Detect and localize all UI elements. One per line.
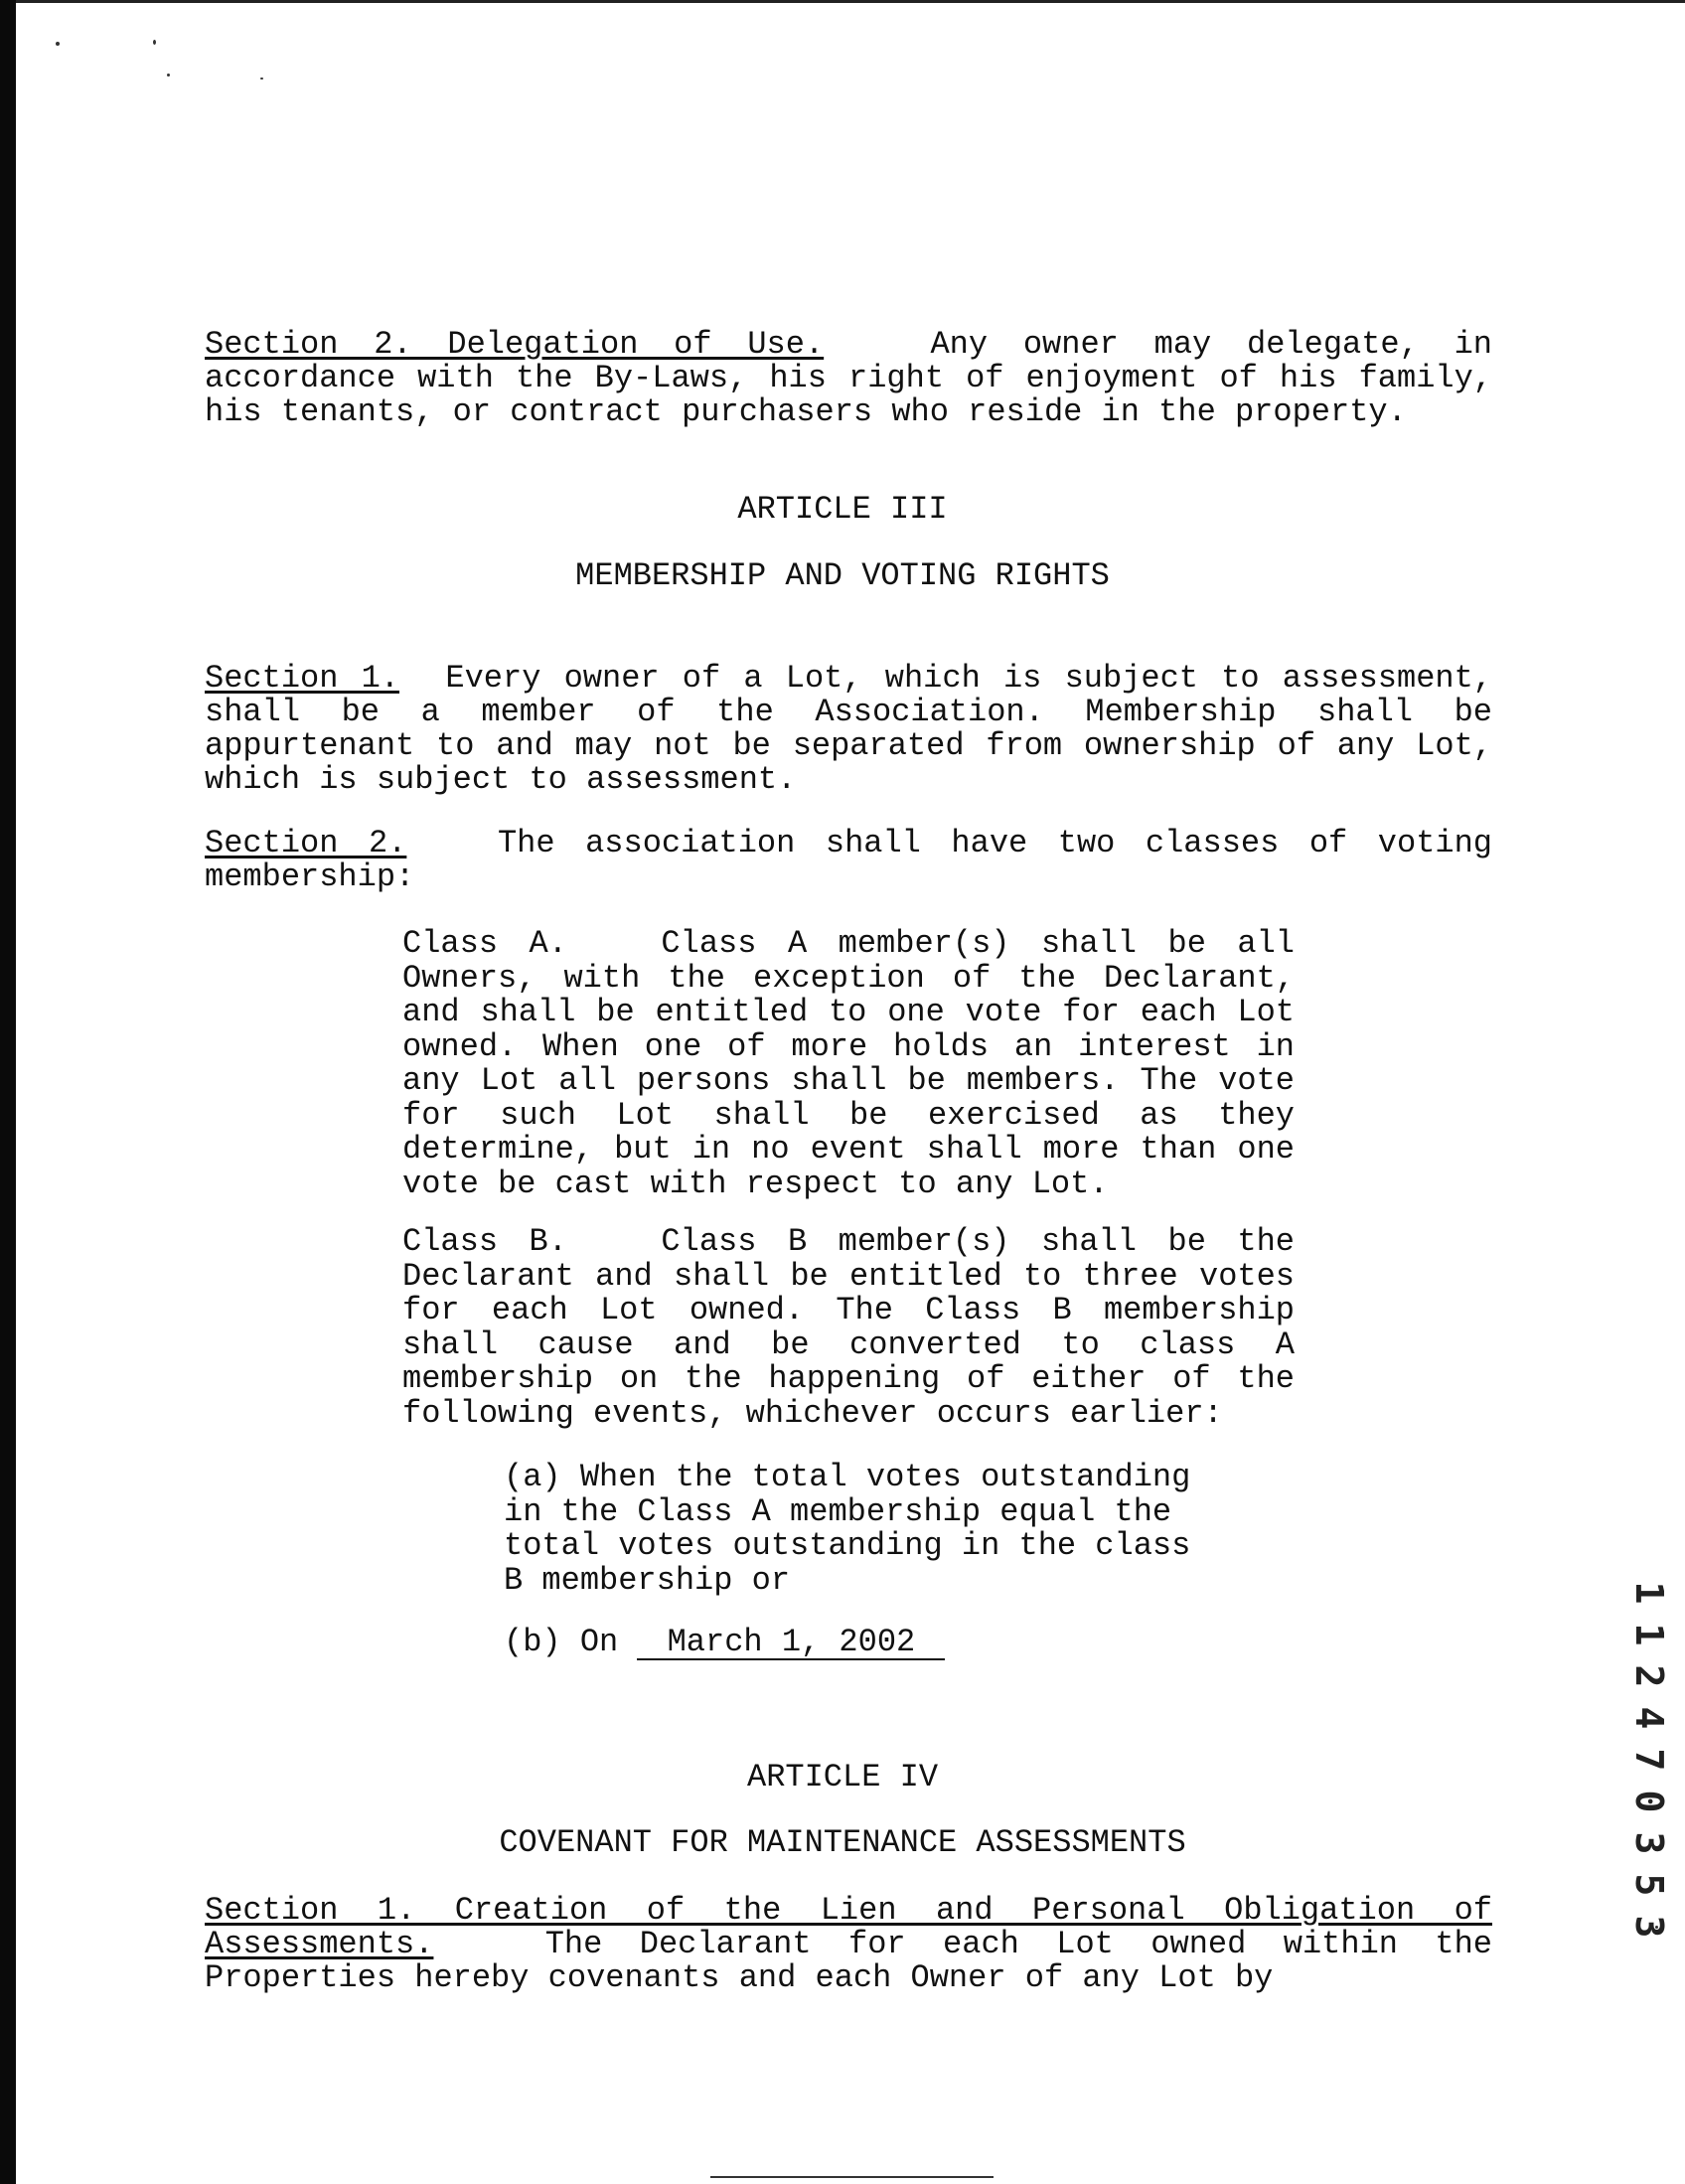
article-4-title: ARTICLE IV	[746, 1759, 939, 1795]
voting-classes-text: The association shall have two classes of voting membership:	[205, 825, 1492, 895]
scan-speck	[260, 78, 263, 79]
article-3-title: ARTICLE III	[737, 491, 948, 528]
stamp-digit: 1	[1627, 1581, 1671, 1605]
membership-section-1-paragraph	[205, 662, 1492, 797]
article-4-subtitle: COVENANT FOR MAINTENANCE ASSESSMENTS	[499, 1824, 1186, 1861]
event-b-paragraph	[504, 1626, 1197, 1660]
membership-section-1-text: Every owner of a Lot, which is subject to assessment, shall be a member of the Association. Membership shall be appurtenant to and may not be separated from ownership of any Lot, which is subject to assessment.	[205, 660, 1493, 798]
delegation-of-use-text: Any owner may delegate, in accordance with the By-Laws, his right of enjoyment of his family, his tenants, or contract purchasers who reside in the property.	[205, 326, 1493, 430]
bottom-rule	[710, 2176, 994, 2178]
class-a-paragraph	[402, 927, 1295, 1201]
stamp-digit: 3	[1627, 1831, 1671, 1855]
stamp-digit: 1	[1627, 1623, 1671, 1646]
stamp-digit: 4	[1627, 1706, 1671, 1730]
class-a-label: Class A.	[402, 925, 567, 962]
delegation-of-use-heading: Section 2. Delegation of Use.	[205, 326, 825, 363]
document-number-stamp	[1627, 1572, 1671, 1939]
class-b-label: Class B.	[402, 1223, 567, 1260]
assessments-section-1-heading: Section 1. Creation of the Lien and Personal Obligation of Assessments.	[205, 1892, 1492, 1962]
voting-classes-paragraph	[205, 827, 1492, 894]
delegation-of-use-paragraph	[205, 328, 1492, 429]
voting-classes-heading: Section 2.	[205, 825, 407, 861]
article-3-subtitle: MEMBERSHIP AND VOTING RIGHTS	[575, 557, 1110, 594]
assessments-section-1-text: The Declarant for each Lot owned within the Properties hereby covenants and each Owner of any Lot by	[205, 1926, 1493, 1996]
stamp-digit: 5	[1627, 1873, 1671, 1897]
stamp-digit: 0	[1627, 1790, 1671, 1813]
stamp-digit: 7	[1627, 1748, 1671, 1772]
scan-speck	[167, 74, 170, 77]
membership-section-1-heading: Section 1.	[205, 660, 400, 697]
event-b-prefix: (b) On	[504, 1624, 619, 1660]
class-b-text: Class B member(s) shall be the Declarant and shall be entitled to three votes for each Lot owned. The Class B membership shall cause and be converted to class A membership on the happening of either of the following events, whichever occurs earlier:	[402, 1223, 1295, 1432]
class-b-paragraph	[402, 1225, 1295, 1431]
stamp-digit: 2	[1627, 1664, 1671, 1688]
class-a-text: Class A member(s) shall be all Owners, with the exception of the Declarant, and shall be entitled to one vote for each Lot owned. When one of more holds an interest in any Lot all persons shall be members. The vote for such Lot shall be exercised as they determine, but in no event shall more than one vote be cast with respect to any Lot.	[402, 925, 1295, 1202]
scan-edge-top	[0, 0, 1685, 3]
assessments-section-1-paragraph	[205, 1894, 1492, 1995]
stamp-digit: 3	[1627, 1915, 1671, 1939]
scan-speck	[56, 42, 60, 46]
event-a-paragraph: (a) When the total votes outstanding in the Class A membership equal the total votes outstanding in the class B membership or	[504, 1459, 1191, 1599]
conversion-date: March 1, 2002	[637, 1627, 945, 1660]
scan-speck	[153, 40, 156, 45]
